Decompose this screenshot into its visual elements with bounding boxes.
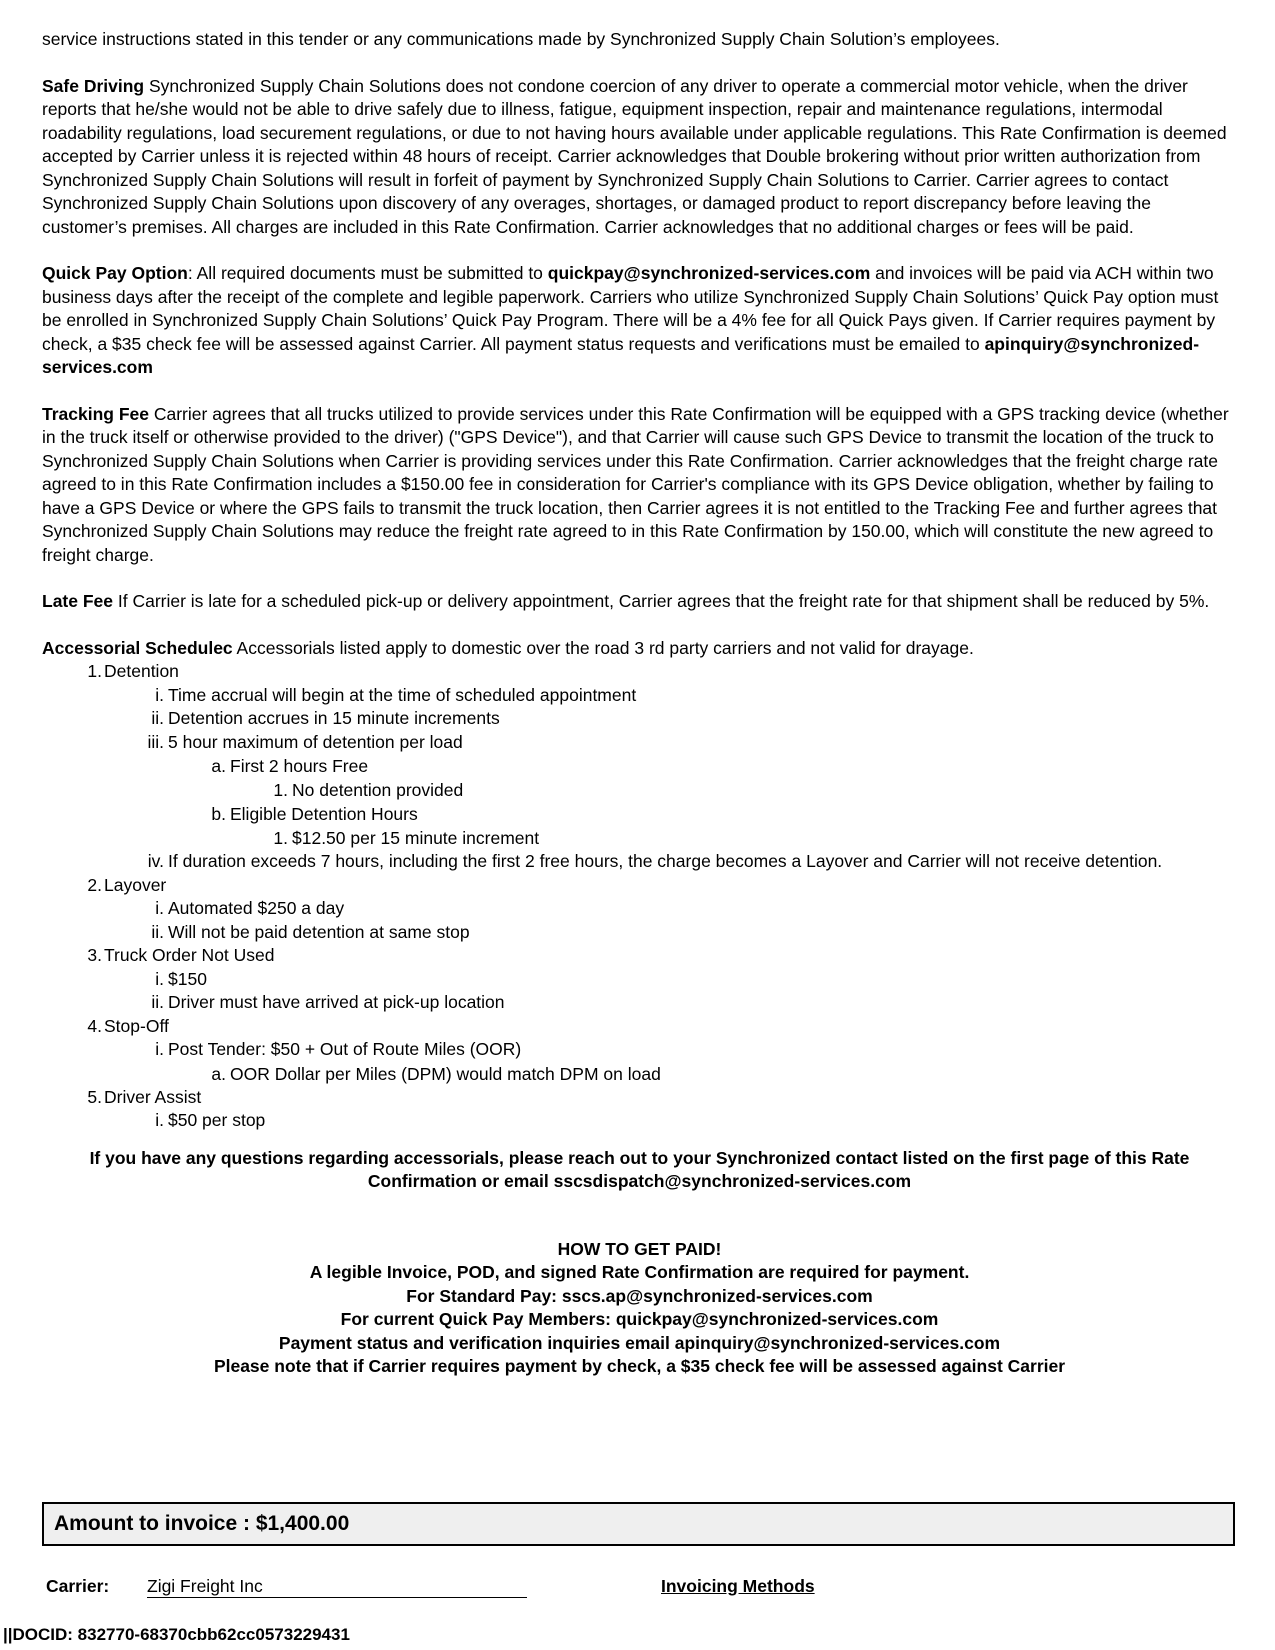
safe-driving-text: Synchronized Supply Chain Solutions does not condone coercion of any driver to operate a commercial motor vehicle, when the driver reports that he/she would not be able to drive safely due to illness, fatigue, equipment inspection, repair and maintenance regulations, intermodal roadability regulations, load securement regulations, or due to not having hours available under applicable regulations. This Rate Confirmation is deemed accepted by Carrier unless it is rejected within 48 hours of receipt. Carrier acknowledges that Double brokering without prior written authorization from Synchronized Supply Chain Solutions will result in forfeit of payment by Synchronized Supply Chain Solutions to Carrier. Carrier agrees to contact Synchronized Supply Chain Solutions upon discovery of any overages, shortages, or damaged product to report discrepancy before leaving the customer’s premises. All charges are included in this Rate Confirmation. Carrier acknowledges that no additional charges or fees will be paid. (42, 75, 1227, 237)
list-item: 4. Stop-Off (87, 1015, 169, 1036)
tracking-fee-text: Carrier agrees that all trucks utilized to provide services under this Rate Confirmation will be equipped with a GPS tracking device (whether in the truck itself or otherwise provided to the driver) ("GPS Device"), and that Carrier will cause such GPS Device to transmit the location of the truck to Synchronized Supply Chain Solutions when Carrier is providing services under this Rate Confirmation. Carrier acknowledges that the freight charge rate agreed to in this Rate Confirmation includes a $150.00 fee in consideration for Carrier's compliance with its GPS Device obligation, whether by failing to have a GPS Device or where the GPS fails to transmit the truck location, then Carrier agrees it is not entitled to the Tracking Fee and further agrees that Synchronized Supply Chain Solutions may reduce the freight rate agreed to in this Rate Confirmation by 150.00, which will constitute the new agreed to freight charge. (42, 403, 1229, 565)
rate-confirmation-terms (42, 28, 1237, 1379)
tracking-fee-paragraph (42, 403, 1237, 568)
list-item: a. OOR Dollar per Miles (DPM) would match DPM on load (211, 1063, 661, 1084)
document-id: ||DOCID: 832770-68370cbb62cc0573229431 (3, 1625, 350, 1644)
list-item: 5. Driver Assist (87, 1086, 202, 1107)
accessorial-paragraph (42, 637, 1237, 661)
late-fee-paragraph (42, 590, 1237, 614)
list-item: iv. If duration exceeds 7 hours, including the first 2 free hours, the charge becomes a Layover and Carrier will not receive detention. (147, 851, 1163, 871)
list-item: iii. 5 hour maximum of detention per load (147, 731, 463, 752)
invoicing-methods-heading: Invoicing Methods (661, 1576, 815, 1596)
accessorial-heading: Accessorial Schedulec (42, 637, 233, 658)
list-item: a. First 2 hours Free (211, 756, 369, 776)
list-item: ii. Will not be paid detention at same stop (151, 921, 470, 942)
carrier-name-field: Zigi Freight Inc (147, 1576, 527, 1598)
list-item: ii. Driver must have arrived at pick-up location (151, 992, 505, 1012)
list-item: 1. No detention provided (273, 780, 464, 800)
accessorial-list (42, 660, 1237, 1133)
apinquiry-email: apinquiry@synchronized-services.com (42, 333, 1200, 377)
list-item: 3. Truck Order Not Used (87, 945, 275, 965)
safe-driving-paragraph (42, 75, 1237, 240)
list-item: 1. $12.50 per 15 minute increment (273, 828, 540, 848)
list-item: i. Time accrual will begin at the time of scheduled appointment (155, 684, 637, 705)
accessorial-text: Accessorials listed apply to domestic over the road 3 rd party carriers and not valid for drayage. (232, 637, 974, 658)
quick-pay-heading: Quick Pay Option (42, 263, 188, 283)
quick-pay-text-1: : All required documents must be submitted to (187, 263, 548, 283)
late-fee-heading: Late Fee (42, 591, 113, 611)
safe-driving-heading: Safe Driving (42, 75, 145, 96)
carrier-row (46, 1576, 1236, 1602)
intro-line: service instructions stated in this tender or any communications made by Synchronized Supply Chain Solution’s employees. (42, 29, 1000, 49)
how-to-get-paid-section: HOW TO GET PAID! A legible Invoice, POD, and signed Rate Confirmation are required for payment. For Standard Pay: sscs.ap@synchronized-services.com For current Quick Pay Members: quickpay@synchronized-services.com Payment status and verification inquiries email apinquiry@synchronized-services.com Please note that if Carrier requires payment by check, a $35 check fee will be assessed against Carrier (42, 1238, 1237, 1379)
amount-to-invoice-box: Amount to invoice : $1,400.00 (42, 1502, 1235, 1546)
accessorial-questions-notice: If you have any questions regarding accessorials, please reach out to your Synchronized contact listed on the first page of this Rate Confirmation or email sscsdispatch@synchronized-services.com (89, 1147, 1190, 1191)
list-item: 1. Detention (87, 661, 179, 681)
list-item: ii. Detention accrues in 15 minute increments (151, 708, 500, 728)
list-item: i. Post Tender: $50 + Out of Route Miles (OOR) (155, 1039, 522, 1059)
quickpay-email: quickpay@synchronized-services.com (547, 263, 871, 283)
quick-pay-text-2: and invoices will be paid via ACH within two business days after the receipt of the complete and legible paperwork. Carriers who utilize Synchronized Supply Chain Solutions’ Quick Pay option must be enrolled in Synchronized Supply Chain Solutions’ Quick Pay Program. There will be a 4% fee for all Quick Pays given. If Carrier requires payment by check, a $35 check fee will be assessed against Carrier. All payment status requests and verifications must be emailed to (42, 263, 1219, 354)
list-item: i. $50 per stop (155, 1110, 266, 1130)
quick-pay-paragraph (42, 262, 1237, 380)
how-to-get-paid-title: HOW TO GET PAID! (557, 1238, 722, 1259)
tracking-fee-heading: Tracking Fee (42, 403, 149, 424)
list-item: i. Automated $250 a day (155, 898, 345, 918)
list-item: b. Eligible Detention Hours (211, 804, 418, 824)
list-item: 2. Layover (87, 874, 167, 895)
carrier-label: Carrier: (46, 1576, 110, 1596)
late-fee-text: If Carrier is late for a scheduled pick-up or delivery appointment, Carrier agrees that the freight rate for that shipment shall be reduced by 5%. (113, 591, 1210, 611)
list-item: i. $150 (155, 968, 207, 989)
